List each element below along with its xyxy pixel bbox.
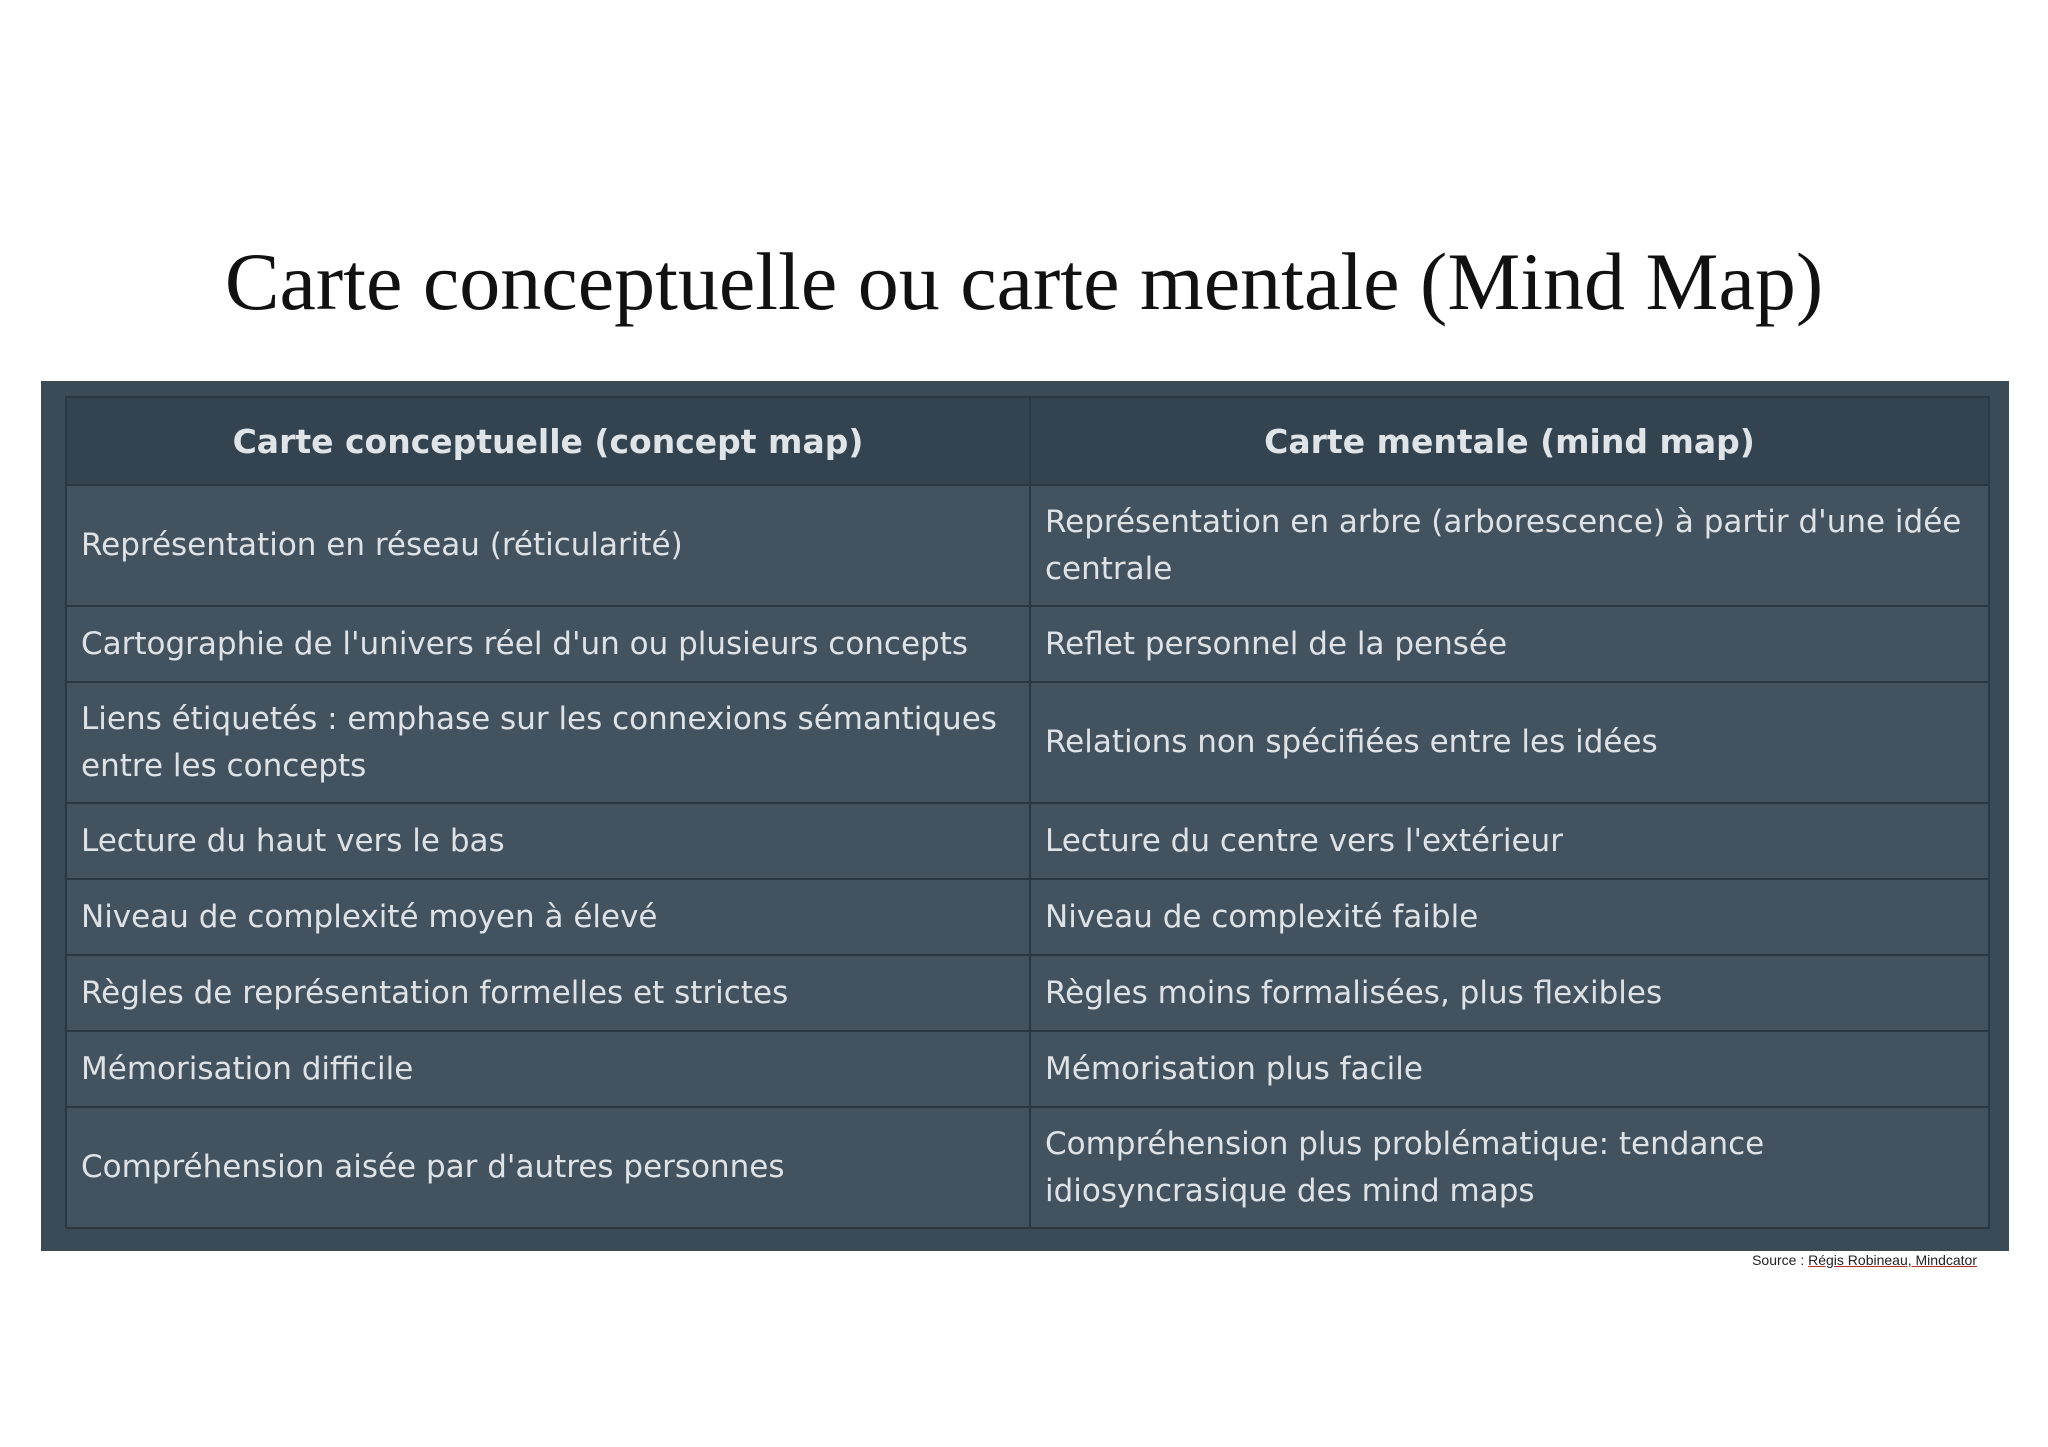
- table-header-row: [66, 397, 1989, 485]
- table-row: [66, 955, 1989, 1031]
- table-cell-mind: Relations non spécifiées entre les idées: [1030, 682, 1989, 803]
- table-row: [66, 606, 1989, 682]
- comparison-panel: [41, 381, 2009, 1251]
- table-row: [66, 485, 1989, 606]
- table-cell-concept: Représentation en réseau (réticularité): [66, 485, 1030, 606]
- header-concept-map: Carte conceptuelle (concept map): [66, 397, 1030, 485]
- table-cell-mind: Lecture du centre vers l'extérieur: [1030, 803, 1989, 879]
- table-cell-concept: Règles de représentation formelles et strictes: [66, 955, 1030, 1031]
- table-cell-concept: Niveau de complexité moyen à élevé: [66, 879, 1030, 955]
- table-cell-concept: Lecture du haut vers le bas: [66, 803, 1030, 879]
- source-credit: [1752, 1252, 1977, 1268]
- table-row: [66, 682, 1989, 803]
- table-row: [66, 879, 1989, 955]
- table-cell-concept: Liens étiquetés : emphase sur les connexions sémantiques entre les concepts: [66, 682, 1030, 803]
- source-prefix: Source :: [1752, 1252, 1809, 1268]
- table-cell-mind: Compréhension plus problématique: tendance idiosyncrasique des mind maps: [1030, 1107, 1989, 1228]
- table-cell-concept: Cartographie de l'univers réel d'un ou plusieurs concepts: [66, 606, 1030, 682]
- page-title: Carte conceptuelle ou carte mentale (Mind Map): [224, 236, 1824, 327]
- table-row: [66, 1107, 1989, 1228]
- table-cell-mind: Niveau de complexité faible: [1030, 879, 1989, 955]
- table-row: [66, 1031, 1989, 1107]
- table-cell-concept: Compréhension aisée par d'autres personnes: [66, 1107, 1030, 1228]
- table-cell-mind: Représentation en arbre (arborescence) à partir d'une idée centrale: [1030, 485, 1989, 606]
- table-cell-mind: Règles moins formalisées, plus flexibles: [1030, 955, 1989, 1031]
- source-link[interactable]: Régis Robineau, Mindcator: [1808, 1252, 1977, 1268]
- table-cell-mind: Mémorisation plus facile: [1030, 1031, 1989, 1107]
- table-cell-concept: Mémorisation difficile: [66, 1031, 1030, 1107]
- table-row: [66, 803, 1989, 879]
- comparison-table: [65, 396, 1990, 1229]
- table-cell-mind: Reflet personnel de la pensée: [1030, 606, 1989, 682]
- header-mind-map: Carte mentale (mind map): [1030, 397, 1989, 485]
